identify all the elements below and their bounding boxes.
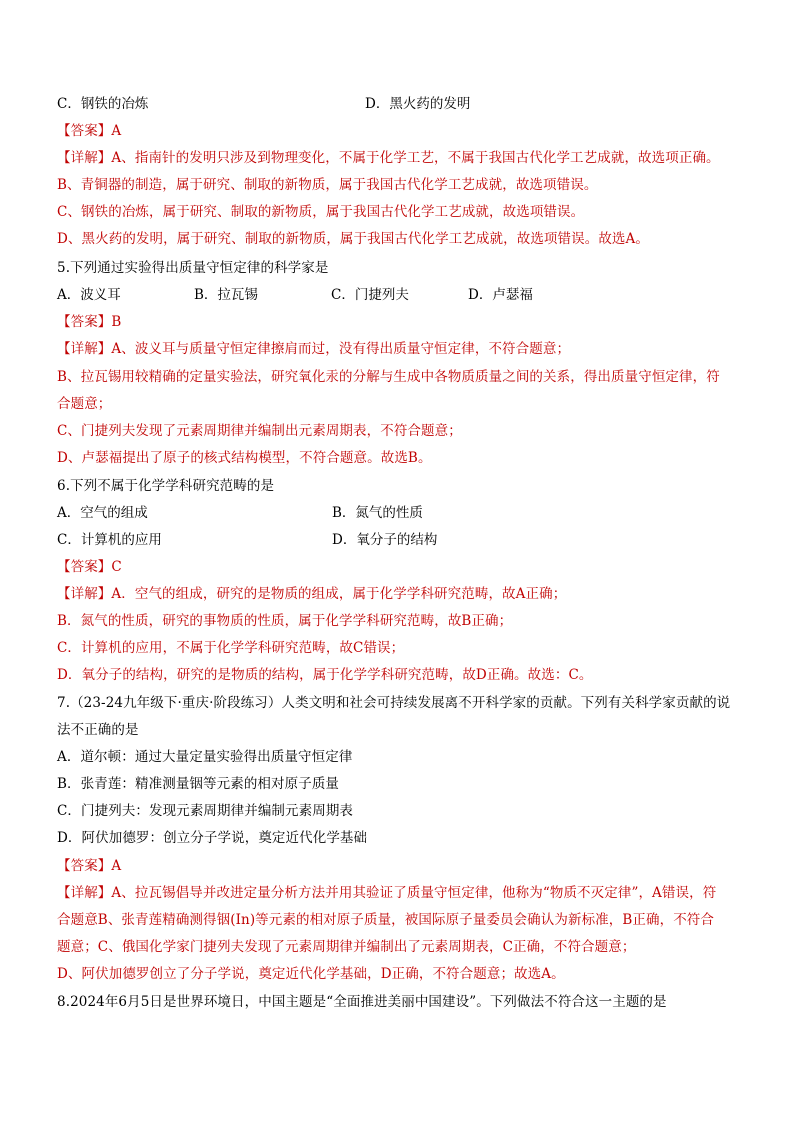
explanation-line: C．计算机的应用，不属于化学学科研究范畴，故C错误； (57, 640, 405, 656)
explanation-line: D、黑火药的发明，属于研究、制取的新物质，属于我国古代化学工艺成就，故选项错误。故选A。 (57, 231, 649, 247)
answer-label: 【答案】C (57, 559, 122, 575)
explanation-line: C、门捷列夫发现了元素周期律并编制出元素周期表，不符合题意； (57, 423, 462, 439)
explanation-line: 【详解】A、波义耳与质量守恒定律擦肩而过，没有得出质量守恒定律，不符合题意； (57, 341, 571, 357)
explanation-line: D、卢瑟福提出了原子的核式结构模型，不符合题意。故选B。 (57, 450, 432, 466)
option-c: C．门捷列夫：发现元素周期律并编制元素周期表 (57, 803, 354, 819)
option-d: D．卢瑟福 (468, 287, 533, 303)
explanation-line: 合题意B、张青莲精确测得铟(In)等元素的相对原子质量，被国际原子量委员会确认为新标准，B正确，不符合 (57, 912, 715, 928)
explanation-line: 【详解】A、指南针的发明只涉及到物理变化，不属于化学工艺，不属于我国古代化学工艺成就，故选项正确。 (57, 150, 720, 166)
explanation-line: 合题意； (57, 396, 112, 412)
option-a: A．波义耳 (57, 287, 121, 303)
explanation-line: D．氧分子的结构，研究的是物质的结构，属于化学学科研究范畴，故D正确。故选：C。 (57, 667, 593, 683)
question-7: 7.（23-24九年级下·重庆·阶段练习）人类文明和社会可持续发展离不开科学家的贡献。下列有关科学家贡献的说 (57, 695, 731, 711)
question-5: 5.下列通过实验得出质量守恒定律的科学家是 (57, 260, 329, 276)
option-d: D．氧分子的结构 (332, 532, 438, 548)
option-b: B．氮气的性质 (332, 505, 423, 521)
explanation-line: B、拉瓦锡用较精确的定量实验法，研究氧化汞的分解与生成中各物质质量之间的关系，得出质量守恒定律，符 (57, 369, 720, 385)
option-a: A．道尔顿：通过大量定量实验得出质量守恒定律 (57, 749, 353, 765)
option-c: C．钢铁的冶炼 (57, 96, 149, 112)
option-a: A．空气的组成 (57, 505, 148, 521)
option-b: B．拉瓦锡 (194, 287, 258, 303)
option-d: D．黑火药的发明 (365, 96, 471, 112)
option-b: B．张青莲：精准测量铟等元素的相对原子质量 (57, 776, 340, 792)
explanation-line: 【详解】A．空气的组成，研究的是物质的组成，属于化学学科研究范畴，故A正确； (57, 586, 567, 602)
answer-label: 【答案】A (57, 858, 122, 874)
explanation-line: 题意；C、俄国化学家门捷列夫发现了元素周期律并编制出了元素周期表，C正确，不符合题意； (57, 939, 636, 955)
option-d: D．阿伏加德罗：创立分子学说，奠定近代化学基础 (57, 830, 368, 846)
question-6: 6.下列不属于化学学科研究范畴的是 (57, 478, 275, 494)
question-7-cont: 法不正确的是 (57, 722, 139, 738)
explanation-line: 【详解】A、拉瓦锡倡导并改进定量分析方法并用其验证了质量守恒定律，他称为“物质不灭定律”，A错误，符 (57, 885, 717, 901)
question-8: 8.2024年6月5日是世界环境日，中国主题是“全面推进美丽中国建设”。下列做法不符合这一主题的是 (57, 994, 667, 1010)
explanation-line: B、青铜器的制造，属于研究、制取的新物质，属于我国古代化学工艺成就，故选项错误。 (57, 177, 598, 193)
option-c: C．计算机的应用 (57, 532, 162, 548)
explanation-line: C、钢铁的冶炼，属于研究、制取的新物质，属于我国古代化学工艺成就，故选项错误。 (57, 204, 585, 220)
explanation-line: B．氮气的性质，研究的事物质的性质，属于化学学科研究范畴，故B正确； (57, 613, 513, 629)
explanation-line: D、阿伏加德罗创立了分子学说，奠定近代化学基础，D正确，不符合题意；故选A。 (57, 966, 565, 982)
answer-label: 【答案】A (57, 123, 122, 139)
option-c: C．门捷列夫 (331, 287, 409, 303)
answer-label: 【答案】B (57, 314, 122, 330)
